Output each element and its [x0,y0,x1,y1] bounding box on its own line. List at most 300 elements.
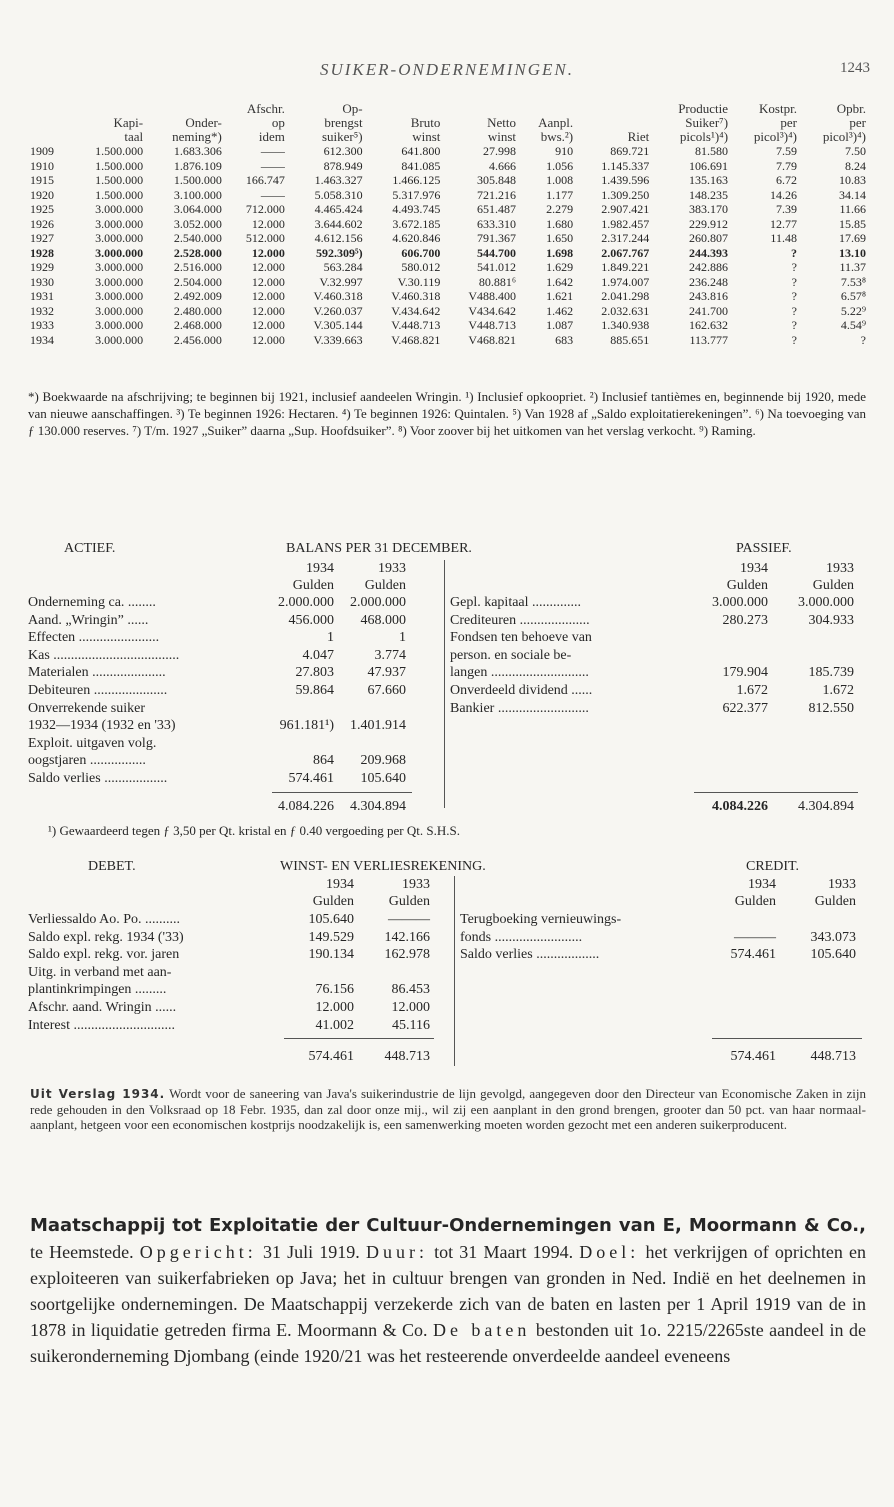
value-cell: 869.721 [610,144,650,158]
value-cell: V.468.821 [391,332,441,347]
column-header: Op- brengst suiker⁵) [321,101,363,144]
table-row [28,188,868,203]
year-col: 1933 [378,561,406,576]
section-title: SUIKER-ONDERNEMINGEN. [319,60,574,79]
amount-1934: 149.529 [308,929,354,945]
value-cell: 2.480.000 [173,303,222,318]
value-cell: 1.642 [546,274,574,289]
value-cell: 683 [555,332,574,347]
account-label: Verliessaldo Ao. Po. .......... [28,912,181,927]
account-label: Materialen ..................... [28,665,166,681]
amount-1933: ——— [388,912,430,927]
year-col: 1934 [306,561,334,576]
value-cell: 305.848 [477,173,516,187]
value-cell: 12.000 [251,245,285,260]
balance-sheet [0,540,894,820]
amount-1933: 812.550 [808,700,854,716]
unit-col: Gulden [292,578,334,593]
value-cell: V.339.663 [313,332,363,347]
value-cell: V468.821 [468,332,516,347]
year-cell: 1929 [30,260,54,274]
value-cell: 4.465.424 [314,202,363,216]
account-label: Bankier .......................... [450,700,589,716]
unit-col: Gulden [734,894,776,909]
value-cell: 2.468.000 [173,318,222,332]
value-cell: 34.14 [839,187,866,202]
year-cell: 1915 [30,173,54,187]
assets-label: De baten [432,1320,531,1340]
account-label: Saldo expl. rekg. vor. jaren [28,947,180,963]
unit-col: Gulden [814,894,856,909]
value-cell: 1.849.221 [601,260,650,274]
value-cell: V.460.318 [391,289,441,303]
amount-1933: 468.000 [360,612,406,628]
amount-1933: 47.937 [367,665,406,681]
amount-1933: 304.933 [808,612,854,628]
value-cell: V.434.642 [391,303,441,318]
value-cell: 1.056 [546,158,574,173]
amount-1933: 343.073 [810,929,856,945]
value-cell: 541.012 [477,260,516,274]
balance-total: 4.084.226 [278,799,334,814]
account-label: Effecten ....................... [28,630,160,646]
value-cell: 1.650 [546,231,574,245]
value-cell: 1.629 [546,260,574,274]
value-cell: 162.632 [689,318,729,332]
amount-1933: 209.968 [360,753,406,769]
pl-total: 574.461 [308,1049,354,1064]
amount-1934: 179.904 [722,665,768,681]
purpose-value: het verkrijgen of oprichten en exploiteeren van suikerfabrieken op Java; het in cultuur brengen van gronden in Ned. Indië en het deelnemen in soortgelijke ondernemingen. De Maatschappij verzekerde zich van de baten en lasten per 1 April 1919 van de in 1878 in liquidatie getreden firma E. Moormann & Co. [30,1242,867,1340]
value-cell: 563.284 [323,260,363,274]
amount-1934: 27.803 [295,665,334,681]
value-cell: 1.340.938 [601,318,650,332]
amount-1933: 142.166 [384,929,430,945]
year-cell: 1910 [30,158,54,173]
value-cell: 2.516.000 [173,260,222,274]
profit-loss [0,858,894,1073]
value-cell: 3.000.000 [95,289,144,303]
passief-heading: PASSIEF. [736,541,792,556]
column-header: Afschr. op idem [246,101,285,144]
account-label: person. en sociale be- [450,647,572,663]
amount-1934: 190.134 [308,947,354,963]
amount-1933: 12.000 [391,1000,430,1015]
value-cell: 1.876.109 [173,158,222,173]
founded-value: 31 Juli 1919. [262,1242,360,1262]
value-cell: 1.087 [546,318,574,332]
value-cell: 5.22⁹ [840,303,866,318]
report-paragraph [30,1086,866,1132]
table-footnotes: *) Boekwaarde na afschrijving; te beginnen bij 1921, inclusief aandeelen Wringin. ¹) Inclusief opkoopriet. ²) Inclusief tantièmes en, beginnende bij 1920, mede van nieuwe aanschaffingen. ³) Te beginnen 1926: Hectaren. ⁴) Te beginnen 1926: Quintalen. ⁵) Van 1928 af „Saldo exploitatierekeningen”. ⁶) Na toevoeging van ƒ 130.000 reserves. ⁷) T/m. 1927 „Suiker” daarna „Sup. Hoofdsuiker”. ⁸) Voor zoover bij het uitkomen van het verslag verkocht. ⁹) Raming. [28,389,866,438]
account-label: Afschr. aand. Wringin ...... [28,1000,177,1015]
value-cell: 2.279 [546,202,574,216]
value-cell: 148.235 [689,187,729,202]
value-cell: 12.000 [251,318,285,332]
value-cell: ? [860,332,866,347]
value-cell: 1.177 [546,187,574,202]
amount-1933: 45.116 [392,1017,430,1033]
account-label: Uitg. in verband met aan- [28,964,172,980]
value-cell: 3.000.000 [95,231,144,245]
amount-1934: 59.864 [295,683,334,698]
value-cell: V448.713 [468,318,516,332]
value-cell: 841.085 [401,158,441,173]
balance-total: 4.084.226 [712,799,768,814]
value-cell: 12.000 [251,274,285,289]
balance-note: ¹) Gewaardeerd tegen ƒ 3,50 per Qt. kristal en ƒ 0.40 vergoeding per Qt. S.H.S. [48,823,460,838]
value-cell: 1.145.337 [601,158,650,173]
balance-total: 4.304.894 [798,799,854,814]
unit-col: Gulden [388,894,430,909]
value-cell: 4.54⁹ [840,318,866,332]
account-label: Interest ............................. [28,1017,175,1033]
amount-1934: 105.640 [308,912,354,927]
column-header: Kapi- taal [113,115,144,144]
value-cell: 3.000.000 [95,274,144,289]
value-cell: 11.37 [839,260,866,274]
amount-1933: 67.660 [367,683,406,698]
value-cell: ? [791,318,797,332]
pl-total: 448.713 [384,1049,430,1064]
table-row [28,159,868,174]
amount-1934: 1 [327,630,334,646]
value-cell: ? [790,245,797,260]
amount-1933: 2.000.000 [350,595,406,610]
value-cell: 10.83 [839,173,866,187]
value-cell: 6.72 [775,173,797,187]
value-cell: 878.949 [323,158,363,173]
value-cell: 12.000 [251,332,285,347]
debet-heading: DEBET. [88,859,136,874]
value-cell: 17.69 [839,231,866,245]
value-cell: V.260.037 [313,303,363,318]
amount-1934: 574.461 [288,771,334,786]
column-header: Aanpl. bws.²) [538,115,574,144]
value-cell: 80.881⁶ [478,274,516,289]
value-cell: 2.528.000 [173,245,222,260]
value-cell: 3.644.602 [314,216,363,231]
value-cell: V.460.318 [313,289,363,303]
value-cell: 3.052.000 [173,216,222,231]
value-cell: 606.700 [401,245,441,260]
year-cell: 1928 [30,245,54,260]
value-cell: —— [260,187,285,202]
table-row [28,202,868,217]
table-row [28,246,868,261]
column-header: Productie Suiker⁷) picols¹)⁴) [678,101,729,144]
value-cell: 5.317.976 [392,187,441,202]
amount-1933: 3.774 [374,647,406,663]
value-cell: 4.493.745 [392,202,441,216]
year-cell: 1932 [30,303,54,318]
value-cell: 12.77 [769,216,797,231]
value-cell: 7.53⁸ [840,274,866,289]
value-cell: 15.85 [839,216,866,231]
value-cell: 1.500.000 [95,187,144,202]
year-col: 1934 [326,877,354,892]
founded-label: Opgericht: [139,1242,257,1262]
year-cell: 1933 [30,318,54,332]
amount-1934: 622.377 [722,700,768,716]
value-cell: 641.800 [401,144,441,158]
value-cell: 14.26 [769,187,797,202]
value-cell: 2.041.298 [601,289,650,303]
value-cell: 791.367 [477,231,516,245]
value-cell: ? [791,260,797,274]
value-cell: 2.492.009 [173,289,222,303]
value-cell: V488.400 [468,289,516,303]
amount-1934: 3.000.000 [712,595,768,610]
report-lead: Uit Verslag 1934. [30,1087,166,1101]
value-cell: 4.612.156 [314,231,363,245]
value-cell: 3.000.000 [95,245,144,260]
table-row [28,333,868,348]
value-cell: 3.000.000 [95,303,144,318]
value-cell: 3.000.000 [95,202,144,216]
account-label: Saldo verlies .................. [28,771,168,786]
value-cell: —— [260,144,285,158]
column-header: Riet [627,129,650,144]
value-cell: 3.000.000 [95,216,144,231]
amount-1933: 105.640 [810,947,856,963]
value-cell: 3.000.000 [95,332,144,347]
company-entry [30,1212,866,1369]
value-cell: V434.642 [468,303,516,318]
value-cell: V.30.119 [397,274,441,289]
value-cell: 612.300 [323,144,363,158]
value-cell: 1.982.457 [601,216,650,231]
year-col: 1934 [740,561,768,576]
value-cell: 8.24 [845,158,866,173]
value-cell: 633.310 [477,216,516,231]
value-cell: ? [791,332,797,347]
value-cell: 244.393 [689,245,729,260]
amount-1934: 2.000.000 [278,595,334,610]
year-col: 1933 [402,877,430,892]
value-cell: V.305.144 [313,318,363,332]
amount-1933: 162.978 [384,947,430,963]
unit-col: Gulden [812,578,854,593]
value-cell: ? [791,289,797,303]
value-cell: 236.248 [689,274,729,289]
running-header [0,60,894,82]
value-cell: 1.680 [546,216,574,231]
value-cell: 910 [555,144,574,158]
value-cell: 2.504.000 [173,274,222,289]
value-cell: 1.621 [546,289,574,303]
year-cell: 1927 [30,231,54,245]
value-cell: 721.216 [477,187,516,202]
value-cell: ? [791,303,797,318]
amount-1934: 574.461 [730,947,776,963]
account-label: Saldo expl. rekg. 1934 ('33) [28,929,184,945]
column-header: Netto winst [487,115,516,144]
value-cell: 1.500.000 [95,158,144,173]
account-label: Debiteuren ..................... [28,683,168,698]
value-cell: 1.439.596 [601,173,650,187]
account-label: 1932—1934 (1932 en '33) [28,718,176,734]
year-cell: 1909 [30,144,54,158]
value-cell: 12.000 [251,260,285,274]
value-cell: 1.008 [546,173,574,187]
account-label: Crediteuren .................... [450,612,590,628]
year-col: 1933 [826,561,854,576]
duration-value: tot 31 Maart 1994. [434,1242,574,1262]
column-header [28,102,69,144]
value-cell: 3.000.000 [95,318,144,332]
account-label: Onverrekende suiker [28,700,146,716]
year-col: 1934 [748,877,776,892]
table-row [28,260,868,275]
amount-1934: 456.000 [288,612,334,628]
report-text: Wordt voor de saneering van Java's suikerindustrie de lijn gevolgd, aangegeven door den Directeur van Economische Zaken in zijn rede gehouden in den Volksraad op 18 Febr. 1935, dan zal door onze mij., wil zij een aanplant in den grond brengen, grooter dan 50 pct. van haar normaal-aanplant, hetgeen voor een economischen kostprijs noodzakelijk is, een samenwerking moeten worden gezocht met een anderen suikerproducent. [30,1086,866,1132]
value-cell: 27.998 [483,144,516,158]
table-row [28,173,868,188]
column-header: Onder- neming*) [172,115,222,144]
company-name: Maatschappij tot Exploitatie der Cultuur-Ondernemingen van E, Moormann & Co., [30,1215,866,1236]
value-cell: 2.317.244 [601,231,650,245]
value-cell: 3.672.185 [392,216,441,231]
year-cell: 1930 [30,274,54,289]
amount-1933: 185.739 [808,665,854,681]
value-cell: —— [260,158,285,173]
amount-1933: 1.401.914 [350,718,406,734]
value-cell: 592.309⁵) [316,245,363,260]
account-label: Kas .................................... [28,647,180,663]
account-label: Exploit. uitgaven volg. [28,735,157,751]
value-cell: 81.580 [695,144,729,158]
profit-loss-title: WINST- EN VERLIESREKENING. [280,859,486,874]
statistics-table [28,102,868,347]
column-header: Opbr. per picol³)⁴) [822,101,866,144]
value-cell: 166.747 [245,173,285,187]
value-cell: 2.540.000 [173,231,222,245]
value-cell: 1.462 [546,303,574,318]
value-cell: 4.666 [489,158,516,173]
column-header: Bruto winst [410,115,441,144]
duration-label: Duur: [365,1242,428,1262]
amount-1934: 1.672 [736,683,768,698]
value-cell: 651.487 [477,202,516,216]
value-cell: 11.66 [839,202,866,216]
purpose-label: Doel: [579,1242,640,1262]
year-cell: 1931 [30,289,54,303]
value-cell: 113.777 [689,332,729,347]
value-cell: 1.309.250 [601,187,650,202]
value-cell: 580.012 [401,260,441,274]
amount-1934: 41.002 [315,1017,354,1033]
value-cell: 1.698 [546,245,574,260]
value-cell: 5.058.310 [314,187,363,202]
unit-col: Gulden [726,578,768,593]
value-cell: 1.500.000 [95,173,144,187]
value-cell: 7.50 [845,144,866,158]
table-row [28,275,868,290]
value-cell: 544.700 [477,245,516,260]
year-cell: 1920 [30,187,54,202]
value-cell: 13.10 [839,245,866,260]
amount-1934: 280.273 [722,612,768,628]
table-row [28,318,868,333]
amount-1934: 12.000 [315,1000,354,1015]
value-cell: V.448.713 [391,318,441,332]
account-label: langen ............................ [450,665,589,681]
year-col: 1933 [828,877,856,892]
company-place: te Heemstede. [30,1242,134,1262]
credit-heading: CREDIT. [746,859,800,874]
value-cell: 2.907.421 [601,202,650,216]
amount-1933: 3.000.000 [798,595,854,610]
year-cell: 1934 [30,332,54,347]
value-cell: ? [791,274,797,289]
account-label: Aand. „Wringin” ...... [28,612,149,628]
value-cell: 383.170 [689,202,729,216]
amount-1934: 961.181¹) [279,718,334,734]
value-cell: 12.000 [251,216,285,231]
account-label: oogstjaren ................ [28,753,146,769]
value-cell: 4.620.846 [392,231,441,245]
value-cell: 3.000.000 [95,260,144,274]
balance-title: BALANS PER 31 DECEMBER. [286,541,472,556]
unit-col: Gulden [312,894,354,909]
value-cell: 11.48 [770,231,797,245]
page-number: 1243 [840,60,870,76]
table-row [28,231,868,246]
amount-1934: 76.156 [315,982,354,998]
value-cell: 135.163 [689,173,729,187]
value-cell: 1.500.000 [173,173,222,187]
account-label: fonds ......................... [460,929,583,945]
value-cell: 3.064.000 [173,202,222,216]
value-cell: 260.807 [689,231,729,245]
table-row [28,144,868,159]
account-label: Saldo verlies .................. [460,947,600,963]
value-cell: 12.000 [251,289,285,303]
column-header: Kostpr. per picol³)⁴) [753,101,797,144]
account-label: plantinkrimpingen ......... [28,982,167,998]
amount-1934: ——— [734,929,776,945]
value-cell: 229.912 [689,216,729,231]
amount-1934: 4.047 [302,647,334,663]
amount-1933: 1 [399,630,406,646]
value-cell: 7.79 [775,158,797,173]
account-label: Onderneming ca. ........ [28,595,156,610]
account-label: Fondsen ten behoeve van [450,630,592,646]
value-cell: 241.700 [689,303,729,318]
amount-1933: 1.672 [822,683,854,698]
account-label: Onverdeeld dividend ...... [450,683,593,698]
value-cell: V.32.997 [319,274,363,289]
value-cell: 1.500.000 [95,144,144,158]
table-row [28,289,868,304]
value-cell: 243.816 [689,289,729,303]
amount-1933: 105.640 [360,771,406,786]
pl-total: 574.461 [730,1049,776,1064]
account-label: Gepl. kapitaal .............. [450,595,582,610]
actief-heading: ACTIEF. [64,541,116,556]
value-cell: 242.886 [689,260,729,274]
value-cell: 1.974.007 [601,274,650,289]
amount-1934: 864 [313,753,334,769]
value-cell: 2.032.631 [601,303,650,318]
value-cell: 6.57⁸ [840,289,866,303]
table-row [28,304,868,319]
value-cell: 12.000 [251,303,285,318]
value-cell: 512.000 [245,231,285,245]
value-cell: 1.466.125 [392,173,441,187]
amount-1933: 86.453 [391,982,430,998]
